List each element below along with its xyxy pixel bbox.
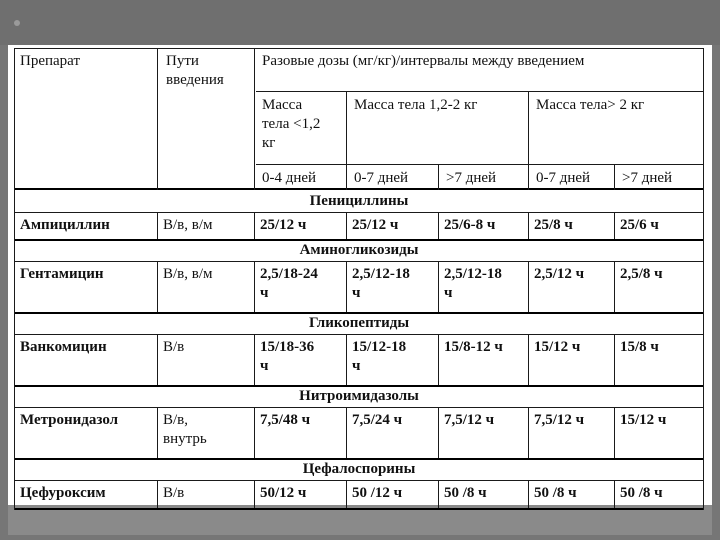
cell-line: 50/12 ч: [260, 485, 307, 501]
cell-line: 15/12-18: [352, 339, 407, 355]
header-age-5: >7 дней: [622, 170, 673, 186]
cell-line: 50 /8 ч: [444, 485, 487, 501]
drug-name: Гентамицин: [20, 266, 104, 282]
section-title: Нитроимидазолы: [299, 388, 419, 404]
cell-line: 15/18-36: [260, 339, 315, 355]
cell-line: В/в,: [163, 412, 189, 428]
table-border-top: [14, 48, 704, 49]
header-weight-1: [256, 92, 346, 164]
dosage-table: [14, 48, 704, 501]
cell-line: 2,5/12 ч: [534, 266, 585, 282]
dose-cell: [528, 334, 614, 385]
header-vline-w1: [346, 91, 347, 190]
top-band: [0, 0, 720, 45]
row-line: [14, 508, 704, 510]
header-vline-route: [254, 48, 255, 190]
cell-line: 25/6 ч: [620, 217, 659, 233]
dose-cell: [346, 334, 438, 385]
header-vline-a5: [614, 164, 615, 190]
header-drug: Препарат: [20, 53, 80, 69]
row-vline-right: [703, 239, 704, 314]
cell-line: внутрь: [163, 431, 207, 447]
dose-cell: [346, 212, 438, 239]
row-vline-right: [703, 190, 704, 241]
slide-marker: [14, 20, 20, 26]
dose-cell: [528, 407, 614, 458]
cell-line: 25/6-8 ч: [444, 217, 496, 233]
route-cell: [157, 261, 254, 312]
cell-line: 50 /8 ч: [620, 485, 663, 501]
dose-cell: [438, 480, 528, 508]
cell-line: В/в, в/м: [163, 266, 213, 282]
header-age-4: 0-7 дней: [536, 170, 591, 186]
header-age-3: >7 дней: [446, 170, 497, 186]
header-line-weight: [256, 164, 704, 165]
dose-cell: [254, 480, 346, 508]
cell-line: 50 /8 ч: [534, 485, 577, 501]
section-title: Цефалоспорины: [302, 461, 416, 477]
cell-line: 25/12 ч: [352, 217, 399, 233]
dose-cell: [528, 212, 614, 239]
dose-cell: [438, 334, 528, 385]
header-weight-1-line1: Масса: [262, 97, 303, 113]
cell-line: ч: [352, 358, 361, 374]
header-weight-1-line3: кг: [262, 135, 276, 151]
header-weight-2: Масса тела 1,2-2 кг: [354, 97, 478, 113]
cell-line: 15/12 ч: [620, 412, 667, 428]
header-vline-left: [14, 48, 15, 190]
drug-name: Метронидазол: [20, 412, 119, 428]
header-route-line2: введения: [166, 72, 224, 88]
cell-line: 7,5/24 ч: [352, 412, 403, 428]
cell-line: ч: [444, 285, 453, 301]
dose-cell: [614, 334, 703, 385]
cell-line: 2,5/18-24: [260, 266, 318, 282]
route-cell: [157, 480, 254, 508]
cell-line: 7,5/12 ч: [444, 412, 495, 428]
header-doses: Разовые дозы (мг/кг)/интервалы между введением: [262, 53, 585, 69]
header-age-1: 0-4 дней: [262, 170, 317, 186]
section-title: Аминогликозиды: [299, 242, 419, 258]
cell-line: 7,5/12 ч: [534, 412, 585, 428]
row-vline-right: [703, 458, 704, 510]
dose-cell: [254, 212, 346, 239]
cell-line: ч: [260, 285, 269, 301]
route-cell: [157, 212, 254, 239]
header-route-line1: Пути: [166, 53, 199, 69]
drug-name: Ванкомицин: [20, 339, 107, 355]
dose-cell: [254, 407, 346, 458]
dose-cell: [438, 212, 528, 239]
cell-line: 7,5/48 ч: [260, 412, 311, 428]
section-title: Пенициллины: [309, 193, 409, 209]
header-weight-3: Масса тела> 2 кг: [536, 97, 645, 113]
dose-cell: [614, 480, 703, 508]
row-vline-right: [703, 385, 704, 460]
cell-line: ч: [352, 285, 361, 301]
dose-cell: [438, 407, 528, 458]
cell-line: 15/12 ч: [534, 339, 581, 355]
cell-line: 25/12 ч: [260, 217, 307, 233]
row-vline-right: [703, 312, 704, 387]
dose-cell: [614, 261, 703, 312]
cell-line: В/в: [163, 339, 185, 355]
dose-cell: [614, 407, 703, 458]
dose-cell: [254, 261, 346, 312]
header-route: [160, 48, 250, 106]
cell-line: 2,5/12-18: [444, 266, 502, 282]
dose-cell: [438, 261, 528, 312]
cell-line: 2,5/12-18: [352, 266, 410, 282]
dose-cell: [528, 480, 614, 508]
header-age-2: 0-7 дней: [354, 170, 409, 186]
cell-line: 50 /12 ч: [352, 485, 403, 501]
header-vline-right: [703, 48, 704, 190]
cell-line: В/в, в/м: [163, 217, 213, 233]
cell-line: 15/8-12 ч: [444, 339, 503, 355]
header-vline-a3: [438, 164, 439, 190]
dose-cell: [346, 480, 438, 508]
dose-cell: [614, 212, 703, 239]
cell-line: ч: [260, 358, 269, 374]
route-cell: [157, 334, 254, 385]
dose-cell: [346, 261, 438, 312]
dose-cell: [528, 261, 614, 312]
header-line-doses: [256, 91, 704, 92]
drug-name: Ампициллин: [20, 217, 110, 233]
cell-line: 25/8 ч: [534, 217, 573, 233]
cell-line: В/в: [163, 485, 185, 501]
cell-line: 15/8 ч: [620, 339, 659, 355]
header-vline-drug: [157, 48, 158, 190]
cell-line: 2,5/8 ч: [620, 266, 663, 282]
dose-cell: [254, 334, 346, 385]
header-vline-w2: [528, 91, 529, 190]
route-cell: [157, 407, 254, 458]
header-weight-1-line2: тела <1,2: [262, 116, 321, 132]
drug-name: Цефуроксим: [20, 485, 106, 501]
dose-cell: [346, 407, 438, 458]
section-title: Гликопептиды: [308, 315, 410, 331]
